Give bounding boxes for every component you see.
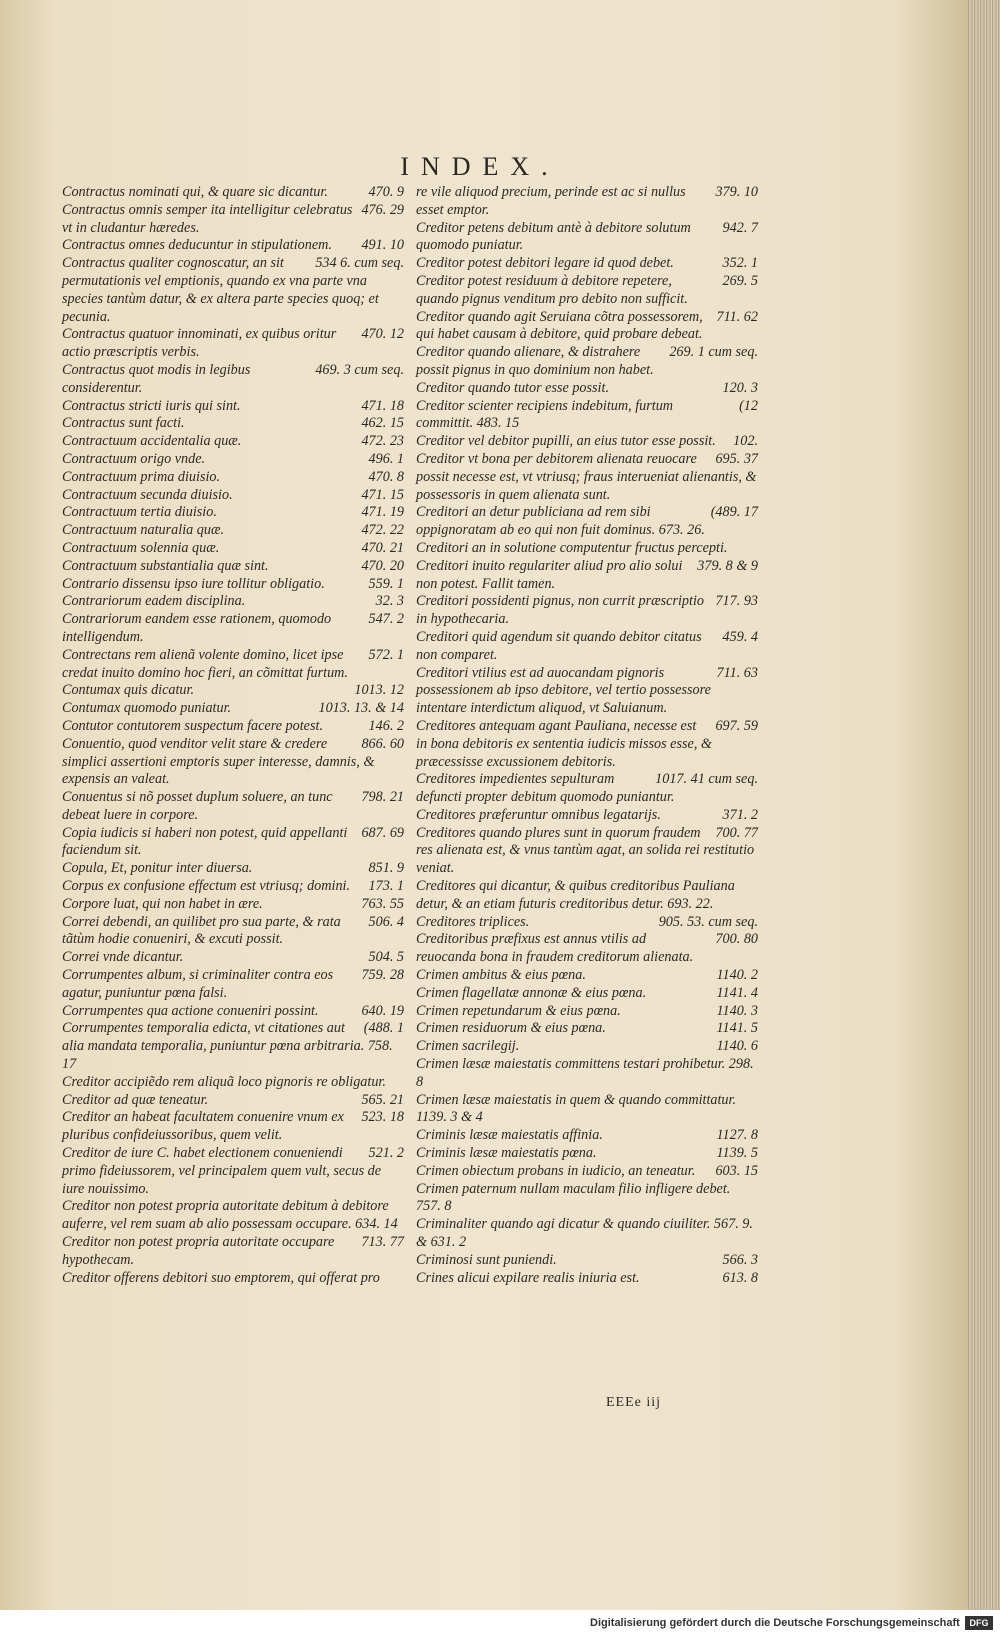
index-entry-text: Criminaliter quando agi dicatur & quando ciuiliter. 567. 9. & 631. 2 (416, 1216, 753, 1251)
index-entry-reference: 269. 1 cum seq. (669, 344, 758, 361)
index-entry (62, 825, 404, 861)
index-entry-text: Crimen paternum nullam maculam filio infligere debet. 757. 8 (416, 1180, 731, 1215)
index-entry (62, 1145, 404, 1198)
index-entry (416, 967, 758, 985)
index-entry (62, 1270, 404, 1288)
index-entry-text: Copia iudicis si haberi non potest, quid appellanti faciendum sit. (62, 824, 348, 859)
index-entry-text: Crimen flagellatæ annonæ & eius pœna. (416, 984, 647, 1001)
index-entry-text: Crimen sacrilegij. (416, 1038, 520, 1055)
index-entry (62, 1198, 404, 1234)
index-entry (62, 469, 404, 487)
index-entry (416, 1020, 758, 1038)
index-entry-text: Contractus quatuor innominati, ex quibus oritur actio præscriptis verbis. (62, 326, 337, 361)
index-entry-reference: 711. 62 (716, 308, 758, 325)
index-entry (416, 914, 758, 932)
index-entry-text: Contumax quis dicatur. (62, 682, 195, 699)
index-entry (62, 1092, 404, 1110)
index-entry-text: Creditores quando plures sunt in quorum fraudem res alienata est, & vnus tantùm agat, an solida rei restitutio veniat. (416, 824, 755, 877)
index-entry-text: Creditor vel debitor pupilli, an eius tutor esse possit. (416, 433, 716, 450)
index-entry (62, 682, 404, 700)
index-entry-text: Creditores impedientes sepulturam defuncti propter debitum quomodo puniantur. (416, 771, 675, 806)
index-entry-text: Conuentus si nõ posset duplum soluere, an tunc debeat luere in corpore. (62, 789, 333, 823)
index-entry-text: Creditor an habeat facultatem conuenire vnum ex pluribus confideiussoribus, quem velit. (62, 1109, 344, 1144)
index-entry-text: Creditor quando agit Seruiana cõtra possessorem, qui habet causam à debitore, quid probare debeat. (416, 308, 703, 343)
index-entry-text: Creditori quid agendum sit quando debitor citatus non comparet. (416, 628, 702, 663)
index-entry-text: Crimen obiectum probans in iudicio, an teneatur. (416, 1162, 696, 1179)
index-entry (416, 1003, 758, 1021)
index-entry (62, 326, 404, 362)
index-entry (416, 344, 758, 380)
index-entry-text: Creditor quando alienare, & distrahere possit pignus in quo dominium non habet. (416, 344, 654, 378)
index-entry-text: Contractus stricti iuris qui sint. (62, 397, 241, 414)
index-entry-text: Corrumpentes qua actione conueniri possint. (62, 1002, 319, 1019)
index-entry (62, 1234, 404, 1270)
index-entry-reference: 504. 5 (368, 949, 404, 966)
index-entry-text: Contrectans rem alienã volente domino, licet ipse credat inuito domino hoc fieri, an cõmittat furtum. (62, 646, 348, 681)
index-entry (62, 558, 404, 576)
index-entry-reference: (12 (739, 397, 758, 414)
index-entry-text: Contractus qualiter cognoscatur, an sit permutationis vel emptionis, quando ex vna parte vna species tantùm datur, & ex altera parte species quoq; et pecunia. (62, 255, 379, 325)
page-edge (968, 0, 1000, 1610)
index-entry (62, 415, 404, 433)
index-entry-reference: 1013. 12 (354, 682, 404, 699)
index-entry (416, 665, 758, 718)
index-entry-text: Creditores antequam agant Pauliana, necesse est in bona debitoris ex sententia iudicis missos esse, & præcessisse excussionem debitoris. (416, 717, 712, 770)
index-entry-reference: 506. 4 (368, 913, 404, 930)
index-entry-text: Creditor scienter recipiens indebitum, furtum committit. 483. 15 (416, 397, 674, 432)
index-entry (416, 1181, 758, 1217)
index-entry (62, 1003, 404, 1021)
index-entry-reference: 697. 59 (715, 717, 758, 734)
index-entry-text: Creditor ad quæ teneatur. (62, 1091, 209, 1108)
index-entry (416, 1163, 758, 1181)
index-entry (62, 202, 404, 238)
index-entry-reference: 711. 63 (716, 664, 758, 681)
index-entry (62, 451, 404, 469)
index-entry-reference: 470. 8 (368, 468, 404, 485)
index-entry-text: Creditor potest residuum à debitore repetere, quando pignus venditum pro debito non sufficit. (416, 272, 688, 307)
index-entry (416, 825, 758, 878)
index-entry-reference: 713. 77 (361, 1234, 404, 1251)
index-entry-reference: 471. 19 (361, 504, 404, 521)
index-entry-text: Contractuum origo vnde. (62, 450, 206, 467)
index-entry (62, 255, 404, 326)
index-entry-reference: 472. 23 (361, 433, 404, 450)
index-entry (416, 309, 758, 345)
index-entry-reference: 379. 8 & 9 (697, 557, 758, 574)
index-entry-text: Criminosi sunt puniendi. (416, 1251, 557, 1268)
index-entry (62, 504, 404, 522)
index-entry (62, 593, 404, 611)
index-entry-reference: 1140. 3 (716, 1002, 758, 1019)
index-entry (62, 736, 404, 789)
index-entry (416, 629, 758, 665)
index-entry (62, 967, 404, 1003)
index-column-left (62, 184, 404, 1287)
index-entry (416, 593, 758, 629)
index-entry-text: Contractus nominati qui, & quare sic dicantur. (62, 184, 328, 200)
index-entry (62, 1074, 404, 1092)
index-entry (62, 789, 404, 825)
index-entry-reference: (488. 1 (363, 1020, 404, 1037)
index-entry-reference: 717. 93 (715, 593, 758, 610)
index-entry-text: Creditor vt bona per debitorem alienata reuocare possit necesse est, vt vtriusq; fraus interueniat alienantis, & possessoris in quem alienata sunt. (416, 450, 757, 503)
index-entry-reference: 470. 20 (361, 557, 404, 574)
index-entry-text: Contractuum solennia quæ. (62, 539, 220, 556)
index-entry-reference: 547. 2 (368, 611, 404, 628)
index-entry-text: Creditor accipiẽdo rem aliquã loco pignoris re obligatur. (62, 1073, 386, 1090)
index-entry (416, 1127, 758, 1145)
index-entry-text: Creditori vtilius est ad auocandam pignoris possessionem ab ipso debitore, vel tertio possessore intentare interdictum aliquod, vt Saluianum. (416, 664, 711, 717)
index-entry-text: Contractus omnis semper ita intelligitur celebratus vt in cludantur hæredes. (62, 201, 353, 236)
index-entry (62, 700, 404, 718)
index-entry-reference: 523. 18 (361, 1109, 404, 1126)
index-entry (416, 398, 758, 434)
index-entry-text: Contractuum prima diuisio. (62, 468, 221, 485)
index-entry (416, 255, 758, 273)
index-entry-text: Corpus ex confusione effectum est vtriusq; domini. (62, 878, 351, 895)
index-entry-text: Conuentio, quod venditor velit stare & credere simplici assertioni emptoris super interesse, damnis, & expensis an valeat. (62, 735, 375, 788)
index-entry-reference: 1140. 6 (716, 1038, 758, 1055)
index-entry-reference: 700. 77 (715, 824, 758, 841)
index-entry-text: Correi debendi, an quilibet pro sua parte, & rata tãtùm hodie conueniri, & excuti possit. (62, 913, 341, 948)
index-entry-reference: 470. 12 (361, 326, 404, 343)
index-entry (62, 576, 404, 594)
digitization-credit: Digitalisierung gefördert durch die Deutsche Forschungsgemeinschaft (590, 1617, 960, 1629)
index-entry-reference: 687. 69 (361, 824, 404, 841)
index-entry-text: Contractuum accidentalia quæ. (62, 433, 242, 450)
index-entry-text: Contractus omnes deducuntur in stipulationem. (62, 237, 332, 254)
index-entry (62, 949, 404, 967)
index-entry-reference: 695. 37 (715, 450, 758, 467)
index-entry-reference: 469. 3 cum seq. (315, 361, 404, 378)
index-entry-text: Criminis læsæ maiestatis pœna. (416, 1145, 597, 1162)
index-entry (416, 807, 758, 825)
index-entry (416, 540, 758, 558)
page-title: INDEX. (400, 152, 560, 181)
index-entry-reference: 1013. 13. & 14 (318, 700, 404, 717)
index-entry-reference: 146. 2 (368, 717, 404, 734)
index-entry (416, 931, 758, 967)
index-entry-reference: 1141. 5 (716, 1020, 758, 1037)
index-entry (416, 220, 758, 256)
index-entry (62, 237, 404, 255)
index-entry (416, 184, 758, 220)
index-entry-text: re vile aliquod precium, perinde est ac si nullus esset emptor. (416, 184, 686, 218)
index-entry (62, 433, 404, 451)
index-entry-reference: 700. 80 (715, 931, 758, 948)
index-entry-reference: 559. 1 (368, 575, 404, 592)
index-entry (416, 1038, 758, 1056)
index-entry-reference: 269. 5 (722, 272, 758, 289)
index-entry-text: Contumax quomodo puniatur. (62, 700, 232, 717)
index-entry (416, 451, 758, 504)
index-entry-text: Creditor non potest propria autoritate occupare hypothecam. (62, 1234, 335, 1268)
index-entry-reference: 572. 1 (368, 646, 404, 663)
index-entry (416, 558, 758, 594)
index-entry-text: Creditori possidenti pignus, non currit præscriptio in hypothecaria. (416, 593, 704, 628)
index-entry-reference: 763. 55 (361, 895, 404, 912)
index-entry (416, 504, 758, 540)
index-entry (416, 985, 758, 1003)
index-entry-reference: 566. 3 (722, 1251, 758, 1268)
index-entry-text: Corrumpentes album, si criminaliter contra eos agatur, puniuntur pœna falsi. (62, 967, 334, 1001)
index-entry-text: Creditori an in solutione computentur fructus percepti. (416, 539, 728, 556)
index-entry-reference: 462. 15 (361, 415, 404, 432)
index-entry-text: Creditoribus præfixus est annus vtilis ad reuocanda bona in fraudem creditorum alienata. (416, 931, 694, 966)
index-entry-text: Criminis læsæ maiestatis affinia. (416, 1127, 603, 1144)
index-entry (416, 1145, 758, 1163)
index-column-right (416, 184, 758, 1287)
index-entry (62, 540, 404, 558)
index-entry-text: Contractus sunt facti. (62, 415, 185, 432)
index-entry-reference: 120. 3 (722, 379, 758, 396)
index-entry-reference: 798. 21 (361, 789, 404, 806)
index-entry-text: Creditori an detur publiciana ad rem sibi oppignoratam ab eo qui non fuit dominus. 673. 26. (416, 504, 705, 539)
index-entry-reference: 472. 22 (361, 522, 404, 539)
index-entry-reference: 866. 60 (361, 735, 404, 752)
index-entry (62, 896, 404, 914)
index-entry-text: Contutor contutorem suspectum facere potest. (62, 717, 323, 734)
index-entry (62, 522, 404, 540)
index-entry-reference: 603. 15 (715, 1162, 758, 1179)
dfg-logo: DFG (965, 1616, 993, 1630)
index-entry (62, 647, 404, 683)
index-entry-text: Contrariorum eadem disciplina. (62, 593, 246, 610)
index-entry-reference: 379. 10 (715, 184, 758, 200)
index-entry-text: Crimen residuorum & eius pœna. (416, 1020, 606, 1037)
index-entry-reference: 640. 19 (361, 1002, 404, 1019)
index-entry (416, 1270, 758, 1288)
index-entry (62, 878, 404, 896)
index-entry-text: Contrariorum eandem esse rationem, quomodo intelligendum. (62, 611, 332, 645)
index-entry-text: Creditori inuito regulariter aliud pro alio solui non potest. Fallit tamen. (416, 557, 683, 592)
index-entry-text: Copula, Et, ponitur inter diuersa. (62, 860, 253, 877)
index-entry (416, 1252, 758, 1270)
index-entry-reference: 173. 1 (368, 878, 404, 895)
index-entry-text: Contractuum naturalia quæ. (62, 522, 224, 539)
index-entry-text: Crines alicui expilare realis iniuria est. (416, 1269, 640, 1286)
index-entry (416, 771, 758, 807)
index-entry-text: Contractuum tertia diuisio. (62, 504, 217, 521)
index-entry-reference: 470. 9 (368, 184, 404, 200)
index-entry-reference: (489. 17 (710, 504, 758, 521)
index-entry-text: Creditores præferuntur omnibus legatarijs. (416, 806, 661, 823)
index-entry-text: Creditor de iure C. habet electionem conueniendi primo fideiussorem, vel principalem quem vult, secus de iure nouissimo. (62, 1145, 382, 1197)
index-entry (416, 718, 758, 771)
index-entry (62, 1020, 404, 1073)
index-entry-reference: 476. 29 (361, 201, 404, 218)
index-entry-reference: 1017. 41 cum seq. (655, 771, 758, 788)
index-entry-text: Crimen læsæ maiestatis committens testari prohibetur. 298. 8 (416, 1056, 754, 1090)
index-entry-text: Crimen læsæ maiestatis in quem & quando committatur. 1139. 3 & 4 (416, 1091, 737, 1126)
index-entry-text: Corpore luat, qui non habet in ære. (62, 895, 263, 912)
index-entry-reference: 491. 10 (361, 237, 404, 254)
index-entry-text: Creditor offerens debitori suo emptorem, qui offerat pro (62, 1269, 380, 1286)
index-entry-text: Creditor quando tutor esse possit. (416, 379, 609, 396)
index-entry-reference: 1140. 2 (716, 967, 758, 984)
index-entry-text: Creditores triplices. (416, 913, 530, 930)
index-entry-reference: 521. 2 (368, 1145, 404, 1162)
index-entry-text: Creditor petens debitum antè à debitore solutum quomodo puniatur. (416, 219, 691, 254)
index-entry-reference: 613. 8 (722, 1269, 758, 1286)
index-entry (416, 273, 758, 309)
index-entry (416, 1092, 758, 1128)
index-entry (416, 878, 758, 914)
index-entry-text: Creditores qui dicantur, & quibus creditoribus Pauliana detur, & an etiam futuris creditoribus detur. 693. 22. (416, 878, 735, 912)
index-entry (62, 184, 404, 202)
index-entry-reference: 534 6. cum seq. (315, 255, 404, 272)
index-entry-text: Crimen ambitus & eius pœna. (416, 967, 586, 984)
index-entry-text: Contractuum secunda diuisio. (62, 486, 233, 503)
index-entry-reference: 102. (733, 433, 758, 450)
index-entry-reference: 905. 53. cum seq. (658, 913, 758, 930)
index-entry (62, 487, 404, 505)
index-entry-reference: 1127. 8 (716, 1127, 758, 1144)
index-entry (62, 611, 404, 647)
index-entry (62, 398, 404, 416)
index-entry-text: Correi vnde dicantur. (62, 949, 184, 966)
index-entry (62, 718, 404, 736)
index-entry-reference: 470. 21 (361, 539, 404, 556)
index-entry-reference: 471. 18 (361, 397, 404, 414)
index-entry (62, 362, 404, 398)
index-entry-reference: 459. 4 (722, 628, 758, 645)
index-entry-reference: 371. 2 (722, 806, 758, 823)
index-entry (62, 914, 404, 950)
index-entry-reference: 32. 3 (375, 593, 404, 610)
index-entry (416, 1216, 758, 1252)
index-entry-text: Crimen repetundarum & eius pœna. (416, 1002, 621, 1019)
index-entry (62, 1109, 404, 1145)
index-entry-reference: 565. 21 (361, 1091, 404, 1108)
index-entry (416, 380, 758, 398)
index-entry-reference: 759. 28 (361, 967, 404, 984)
index-entry-reference: 942. 7 (722, 219, 758, 236)
index-entry-text: Contractuum substantialia quæ sint. (62, 557, 269, 574)
index-entry (416, 1056, 758, 1092)
index-entry-reference: 496. 1 (368, 450, 404, 467)
index-entry (62, 860, 404, 878)
index-entry-reference: 851. 9 (368, 860, 404, 877)
index-entry-text: Contractus quot modis in legibus considerentur. (62, 361, 251, 396)
index-entry (416, 433, 758, 451)
index-entry-reference: 471. 15 (361, 486, 404, 503)
index-entry-text: Creditor potest debitori legare id quod debet. (416, 255, 674, 272)
index-entry-reference: 352. 1 (722, 255, 758, 272)
index-entry-text: Contrario dissensu ipso iure tollitur obligatio. (62, 575, 325, 592)
index-entry-reference: 1141. 4 (716, 984, 758, 1001)
index-entry-reference: 1139. 5 (716, 1145, 758, 1162)
index-entry-text: Creditor non potest propria autoritate debitum à debitore auferre, vel rem suam ab alio possessam occupare. 634. 14 (62, 1198, 398, 1233)
printer-signature: EEEe iij (606, 1395, 662, 1410)
index-entry-text: Corrumpentes temporalia edicta, vt citationes aut alia mandata temporalia, puniuntur pœna arbitraria. 758. 17 (62, 1020, 393, 1073)
